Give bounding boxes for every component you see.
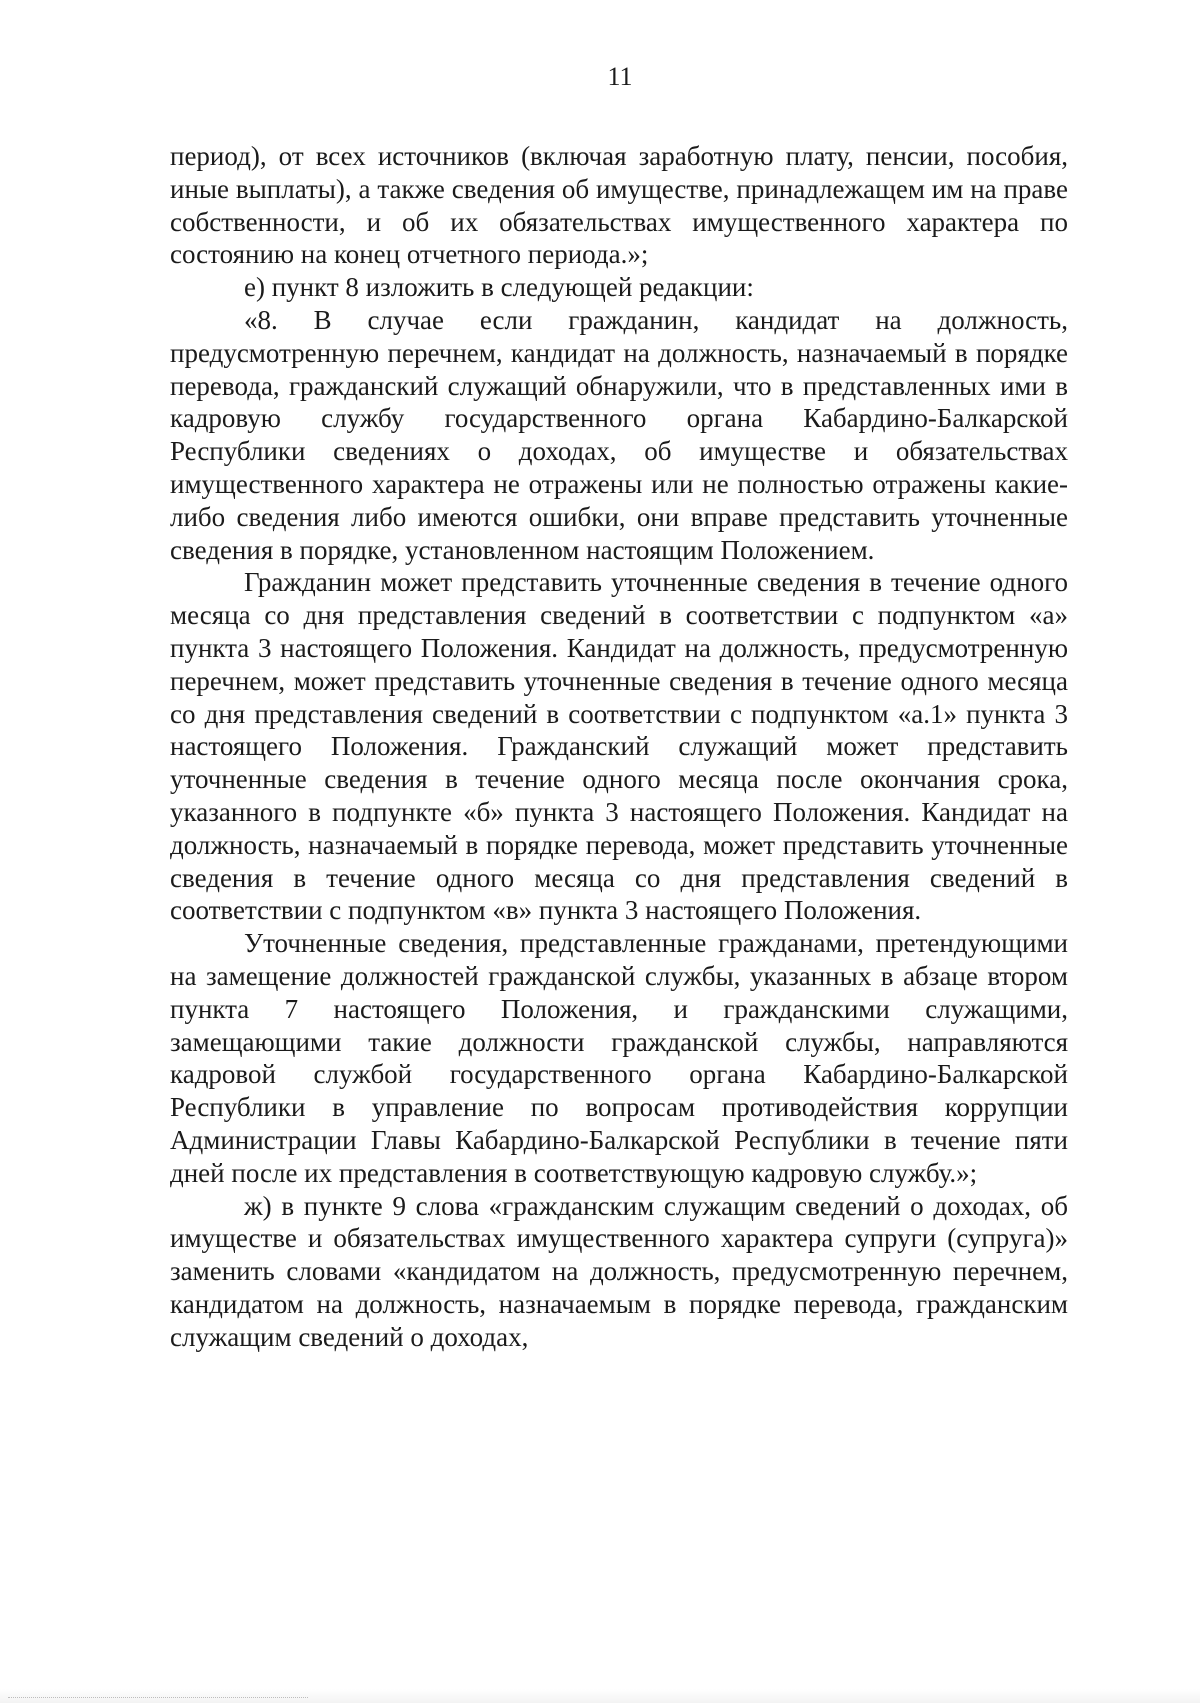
paragraph-item-zh: ж) в пункте 9 слова «гражданским служащим сведений о доходах, об имуществе и обязательствах имущественного характера супруги (супруга)» заменить словами «кандидатом на должность, предусмотренную перечнем, кандидатом на должность, назначаемым в порядке перевода, гражданским служащим сведений о доходах, [170, 1190, 1068, 1352]
paragraph-item-e: е) пункт 8 изложить в следующей редакции: [244, 272, 754, 303]
page-number: 11 [607, 62, 633, 91]
document-body [170, 140, 1068, 1353]
scan-bottom-edge [0, 1689, 1200, 1703]
paragraph-continuation: период), от всех источников (включая заработную плату, пенсии, пособия, иные выплаты), а также сведения об имуществе, принадлежащем им на праве собственности, и об их обязательствах имущественного характера по состоянию на конец отчетного периода.»; [170, 141, 1068, 270]
scan-artifact-line [8, 1697, 308, 1699]
paragraph-citizen-deadlines: Гражданин может представить уточненные сведения в течение одного месяца со дня представления сведений в соответствии с подпунктом «а» пункта 3 настоящего Положения. Кандидат на должность, предусмотренную перечнем, может представить уточненные сведения в течение одного месяца со дня представления сведений в соответствии с подпунктом «а.1» пункта 3 настоящего Положения. Гражданский служащий может представить уточненные сведения в течение одного месяца после окончания срока, указанного в подпункте «б» пункта 3 настоящего Положения. Кандидат на должность, назначаемый в порядке перевода, может представить уточненные сведения в течение одного месяца со дня представления сведений в соответствии с подпунктом «в» пункта 3 настоящего Положения. [170, 567, 1068, 926]
paragraph-clause-8: «8. В случае если гражданин, кандидат на должность, предусмотренную перечнем, кандидат на должность, назначаемый в порядке перевода, гражданский служащий обнаружили, что в представленных ими в кадровую службу государственного органа Кабардино-Балкарской Республики сведениях о доходах, об имуществе и обязательствах имущественного характера не отражены или не полностью отражены какие-либо сведения либо имеются ошибки, они вправе представить уточненные сведения в порядке, установленном настоящим Положением. [170, 304, 1068, 565]
paragraph-submission-routing: Уточненные сведения, представленные гражданами, претендующими на замещение должностей гражданской службы, указанных в абзаце втором пункта 7 настоящего Положения, и гражданскими служащими, замещающими такие должности гражданской службы, направляются кадровой службой государственного органа Кабардино-Балкарской Республики в управление по вопросам противодействия коррупции Администрации Главы Кабардино-Балкарской Республики в течение пяти дней после их представления в соответствующую кадровую службу.»; [170, 928, 1068, 1188]
